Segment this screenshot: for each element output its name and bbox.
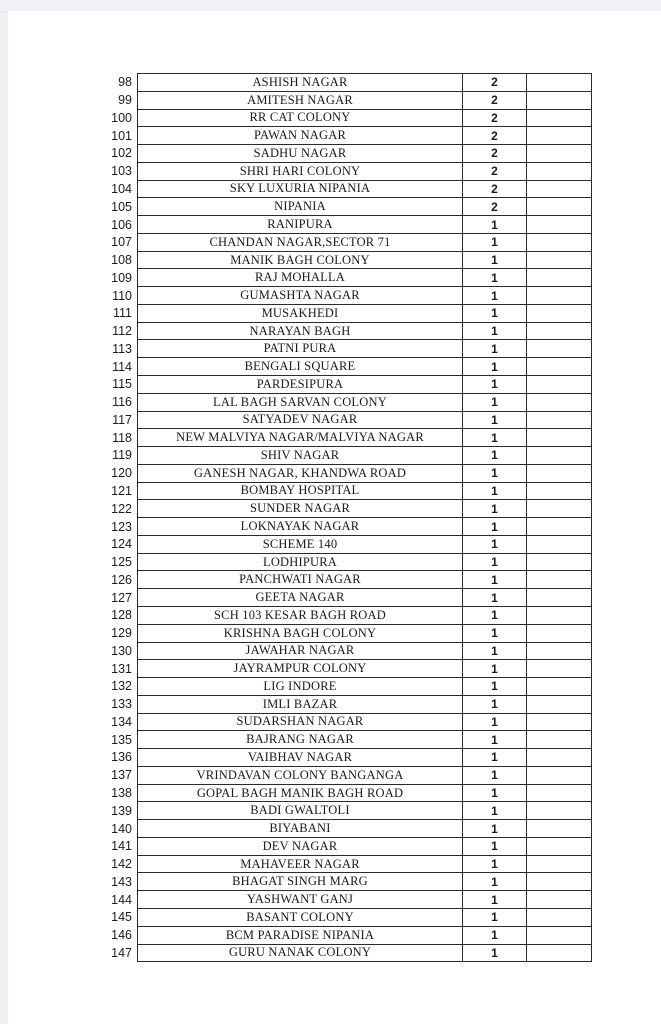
row-serial: 130 (111, 643, 132, 658)
row-count-cell: 1 (463, 784, 527, 802)
row-empty-cell (527, 891, 592, 909)
row-count-cell: 1 (463, 713, 527, 731)
row-empty-cell (527, 340, 592, 358)
row-name-cell: BASANT COLONY (138, 908, 463, 926)
row-empty-cell (527, 482, 592, 500)
row-empty-cell (527, 74, 592, 92)
row-serial: 99 (118, 93, 132, 108)
row-empty-cell (527, 713, 592, 731)
table-row (88, 660, 592, 678)
row-count-cell: 1 (463, 429, 527, 447)
row-serial: 111 (112, 306, 132, 321)
table-row (88, 180, 592, 198)
table-row (88, 589, 592, 607)
row-empty-cell (527, 127, 592, 145)
row-count-cell: 1 (463, 411, 527, 429)
row-name-cell: LIG INDORE (138, 678, 463, 696)
row-count-cell: 1 (463, 447, 527, 465)
row-name-cell: SADHU NAGAR (138, 145, 463, 163)
row-empty-cell (527, 91, 592, 109)
row-serial: 144 (111, 892, 132, 907)
row-empty-cell (527, 749, 592, 767)
row-count-cell: 2 (463, 145, 527, 163)
row-name-cell: MAHAVEER NAGAR (138, 855, 463, 873)
table-row (88, 678, 592, 696)
table-row (88, 162, 592, 180)
row-count-cell: 1 (463, 287, 527, 305)
row-count-cell: 2 (463, 91, 527, 109)
row-count-cell: 2 (463, 198, 527, 216)
row-serial: 98 (118, 75, 132, 90)
row-empty-cell (527, 837, 592, 855)
row-count-cell: 1 (463, 500, 527, 518)
row-empty-cell (527, 553, 592, 571)
table-row (88, 109, 592, 127)
table-row (88, 269, 592, 287)
table-row (88, 198, 592, 216)
row-name-cell: LAL BAGH SARVAN COLONY (138, 393, 463, 411)
table-row (88, 429, 592, 447)
row-count-cell: 1 (463, 820, 527, 838)
row-serial: 107 (111, 235, 132, 250)
row-name-cell: VRINDAVAN COLONY BANGANGA (138, 766, 463, 784)
row-serial: 137 (111, 768, 132, 783)
row-count-cell: 1 (463, 251, 527, 269)
row-name-cell: AMITESH NAGAR (138, 91, 463, 109)
row-name-cell: DEV NAGAR (138, 837, 463, 855)
row-name-cell: SHRI HARI COLONY (138, 162, 463, 180)
row-name-cell: MANIK BAGH COLONY (138, 251, 463, 269)
row-empty-cell (527, 180, 592, 198)
table-row (88, 322, 592, 340)
row-name-cell: GUMASHTA NAGAR (138, 287, 463, 305)
document-page (8, 11, 661, 1024)
row-name-cell: PAWAN NAGAR (138, 127, 463, 145)
row-count-cell: 1 (463, 464, 527, 482)
row-count-cell: 1 (463, 837, 527, 855)
table-row (88, 216, 592, 234)
row-count-cell: 1 (463, 678, 527, 696)
row-empty-cell (527, 855, 592, 873)
row-name-cell: PATNI PURA (138, 340, 463, 358)
row-empty-cell (527, 802, 592, 820)
table-row (88, 873, 592, 891)
row-count-cell: 1 (463, 695, 527, 713)
table-row (88, 908, 592, 926)
row-name-cell: RANIPURA (138, 216, 463, 234)
row-empty-cell (527, 766, 592, 784)
table-row (88, 855, 592, 873)
row-serial: 101 (111, 128, 132, 143)
table-row (88, 447, 592, 465)
row-serial: 123 (111, 519, 132, 534)
row-count-cell: 1 (463, 482, 527, 500)
row-name-cell: NIPANIA (138, 198, 463, 216)
row-empty-cell (527, 269, 592, 287)
table-row (88, 304, 592, 322)
row-empty-cell (527, 393, 592, 411)
row-empty-cell (527, 287, 592, 305)
row-count-cell: 2 (463, 180, 527, 198)
row-name-cell: JAWAHAR NAGAR (138, 642, 463, 660)
row-name-cell: BAJRANG NAGAR (138, 731, 463, 749)
row-serial: 121 (111, 483, 132, 498)
row-count-cell: 1 (463, 873, 527, 891)
row-name-cell: NEW MALVIYA NAGAR/MALVIYA NAGAR (138, 429, 463, 447)
row-serial: 119 (112, 448, 132, 463)
row-empty-cell (527, 660, 592, 678)
row-serial: 124 (111, 537, 132, 552)
row-name-cell: SCH 103 KESAR BAGH ROAD (138, 606, 463, 624)
row-count-cell: 1 (463, 518, 527, 536)
row-count-cell: 1 (463, 891, 527, 909)
row-empty-cell (527, 642, 592, 660)
row-count-cell: 1 (463, 926, 527, 944)
row-serial: 113 (112, 341, 132, 356)
table-row (88, 606, 592, 624)
row-count-cell: 1 (463, 269, 527, 287)
row-empty-cell (527, 198, 592, 216)
row-count-cell: 1 (463, 624, 527, 642)
row-serial: 100 (111, 110, 132, 125)
row-serial: 141 (111, 839, 132, 854)
table-row (88, 145, 592, 163)
row-empty-cell (527, 820, 592, 838)
row-name-cell: GANESH NAGAR, KHANDWA ROAD (138, 464, 463, 482)
row-empty-cell (527, 695, 592, 713)
row-name-cell: BHAGAT SINGH MARG (138, 873, 463, 891)
row-serial: 129 (111, 626, 132, 641)
row-name-cell: RR CAT COLONY (138, 109, 463, 127)
row-serial: 147 (111, 945, 132, 960)
row-empty-cell (527, 535, 592, 553)
table-row (88, 784, 592, 802)
table-row (88, 837, 592, 855)
row-name-cell: JAYRAMPUR COLONY (138, 660, 463, 678)
row-count-cell: 1 (463, 731, 527, 749)
row-serial: 131 (111, 661, 132, 676)
row-serial: 118 (112, 430, 132, 445)
table-row (88, 287, 592, 305)
row-empty-cell (527, 358, 592, 376)
table-row (88, 749, 592, 767)
row-empty-cell (527, 944, 592, 962)
row-count-cell: 1 (463, 216, 527, 234)
row-count-cell: 2 (463, 127, 527, 145)
row-count-cell: 1 (463, 358, 527, 376)
row-name-cell: ASHISH NAGAR (138, 74, 463, 92)
row-serial: 140 (111, 821, 132, 836)
table-row (88, 820, 592, 838)
row-count-cell: 1 (463, 571, 527, 589)
row-empty-cell (527, 624, 592, 642)
row-count-cell: 2 (463, 109, 527, 127)
table-row (88, 376, 592, 394)
table-row (88, 127, 592, 145)
row-name-cell: PANCHWATI NAGAR (138, 571, 463, 589)
row-serial: 126 (111, 572, 132, 587)
row-count-cell: 1 (463, 944, 527, 962)
row-serial: 145 (111, 910, 132, 925)
row-serial: 132 (111, 679, 132, 694)
row-count-cell: 1 (463, 908, 527, 926)
table-row (88, 518, 592, 536)
row-empty-cell (527, 518, 592, 536)
table-row (88, 713, 592, 731)
row-count-cell: 1 (463, 855, 527, 873)
row-serial: 114 (112, 359, 132, 374)
row-empty-cell (527, 411, 592, 429)
row-count-cell: 1 (463, 535, 527, 553)
row-serial: 143 (111, 874, 132, 889)
row-serial: 128 (111, 608, 132, 623)
table-row (88, 74, 592, 92)
row-name-cell: BOMBAY HOSPITAL (138, 482, 463, 500)
row-name-cell: IMLI BAZAR (138, 695, 463, 713)
row-empty-cell (527, 447, 592, 465)
row-empty-cell (527, 304, 592, 322)
row-name-cell: CHANDAN NAGAR,SECTOR 71 (138, 233, 463, 251)
row-empty-cell (527, 429, 592, 447)
row-serial: 139 (111, 803, 132, 818)
row-name-cell: MUSAKHEDI (138, 304, 463, 322)
row-serial: 110 (112, 288, 132, 303)
table-row (88, 766, 592, 784)
table-row (88, 482, 592, 500)
row-name-cell: SUNDER NAGAR (138, 500, 463, 518)
row-name-cell: BENGALI SQUARE (138, 358, 463, 376)
table-row (88, 553, 592, 571)
table-row (88, 340, 592, 358)
row-empty-cell (527, 606, 592, 624)
table-row (88, 731, 592, 749)
table-row (88, 233, 592, 251)
row-count-cell: 1 (463, 340, 527, 358)
row-serial: 104 (111, 181, 132, 196)
table-row (88, 891, 592, 909)
row-count-cell: 1 (463, 376, 527, 394)
row-count-cell: 1 (463, 766, 527, 784)
row-serial: 122 (111, 501, 132, 516)
table-row (88, 695, 592, 713)
localities-table (88, 73, 592, 962)
row-name-cell: GEETA NAGAR (138, 589, 463, 607)
row-serial: 102 (111, 146, 132, 161)
row-count-cell: 1 (463, 322, 527, 340)
row-count-cell: 1 (463, 802, 527, 820)
row-empty-cell (527, 251, 592, 269)
row-serial: 106 (111, 217, 132, 232)
row-name-cell: RAJ MOHALLA (138, 269, 463, 287)
row-name-cell: BADI GWALTOLI (138, 802, 463, 820)
row-empty-cell (527, 216, 592, 234)
row-count-cell: 1 (463, 553, 527, 571)
row-serial: 116 (112, 395, 132, 410)
row-name-cell: PARDESIPURA (138, 376, 463, 394)
table-row (88, 624, 592, 642)
row-count-cell: 1 (463, 304, 527, 322)
row-name-cell: SKY LUXURIA NIPANIA (138, 180, 463, 198)
row-serial: 135 (111, 732, 132, 747)
row-name-cell: SHIV NAGAR (138, 447, 463, 465)
row-serial: 138 (111, 786, 132, 800)
row-name-cell: SCHEME 140 (138, 535, 463, 553)
row-serial: 134 (111, 714, 132, 729)
row-empty-cell (527, 109, 592, 127)
row-empty-cell (527, 376, 592, 394)
row-count-cell: 1 (463, 233, 527, 251)
row-serial: 125 (111, 555, 132, 570)
row-empty-cell (527, 873, 592, 891)
row-name-cell: LODHIPURA (138, 553, 463, 571)
table-row (88, 926, 592, 944)
row-serial: 112 (112, 324, 132, 339)
row-serial: 120 (111, 466, 132, 481)
table-row (88, 251, 592, 269)
row-serial: 136 (111, 750, 132, 765)
row-empty-cell (527, 233, 592, 251)
row-empty-cell (527, 322, 592, 340)
row-count-cell: 1 (463, 393, 527, 411)
table-row (88, 91, 592, 109)
table-row (88, 944, 592, 962)
row-name-cell: KRISHNA BAGH COLONY (138, 624, 463, 642)
row-serial: 103 (111, 164, 132, 179)
row-count-cell: 2 (463, 162, 527, 180)
table-row (88, 411, 592, 429)
row-serial: 115 (112, 377, 132, 392)
table-row (88, 535, 592, 553)
table-row (88, 393, 592, 411)
row-count-cell: 1 (463, 642, 527, 660)
row-count-cell: 2 (463, 74, 527, 92)
row-serial: 146 (111, 928, 132, 943)
row-serial: 105 (111, 199, 132, 214)
row-serial: 108 (111, 253, 132, 268)
row-count-cell: 1 (463, 589, 527, 607)
row-empty-cell (527, 784, 592, 802)
row-empty-cell (527, 731, 592, 749)
table-row (88, 500, 592, 518)
row-empty-cell (527, 678, 592, 696)
row-empty-cell (527, 162, 592, 180)
row-empty-cell (527, 500, 592, 518)
row-name-cell: BIYABANI (138, 820, 463, 838)
row-name-cell: NARAYAN BAGH (138, 322, 463, 340)
row-serial: 142 (111, 857, 132, 872)
table-row (88, 464, 592, 482)
row-empty-cell (527, 145, 592, 163)
row-name-cell: GURU NANAK COLONY (138, 944, 463, 962)
row-name-cell: GOPAL BAGH MANIK BAGH ROAD (138, 784, 463, 802)
row-count-cell: 1 (463, 606, 527, 624)
table-row (88, 642, 592, 660)
row-serial: 117 (112, 412, 132, 427)
table-row (88, 571, 592, 589)
row-empty-cell (527, 589, 592, 607)
table-row (88, 358, 592, 376)
table-body (88, 74, 592, 962)
row-empty-cell (527, 908, 592, 926)
row-empty-cell (527, 464, 592, 482)
row-name-cell: BCM PARADISE NIPANIA (138, 926, 463, 944)
row-name-cell: SATYADEV NAGAR (138, 411, 463, 429)
row-count-cell: 1 (463, 660, 527, 678)
row-name-cell: LOKNAYAK NAGAR (138, 518, 463, 536)
row-name-cell: YASHWANT GANJ (138, 891, 463, 909)
row-count-cell: 1 (463, 749, 527, 767)
row-serial: 127 (111, 590, 132, 605)
row-empty-cell (527, 571, 592, 589)
row-serial: 109 (111, 270, 132, 285)
row-serial: 133 (111, 697, 132, 712)
row-name-cell: SUDARSHAN NAGAR (138, 713, 463, 731)
table-row (88, 802, 592, 820)
row-name-cell: VAIBHAV NAGAR (138, 749, 463, 767)
row-empty-cell (527, 926, 592, 944)
